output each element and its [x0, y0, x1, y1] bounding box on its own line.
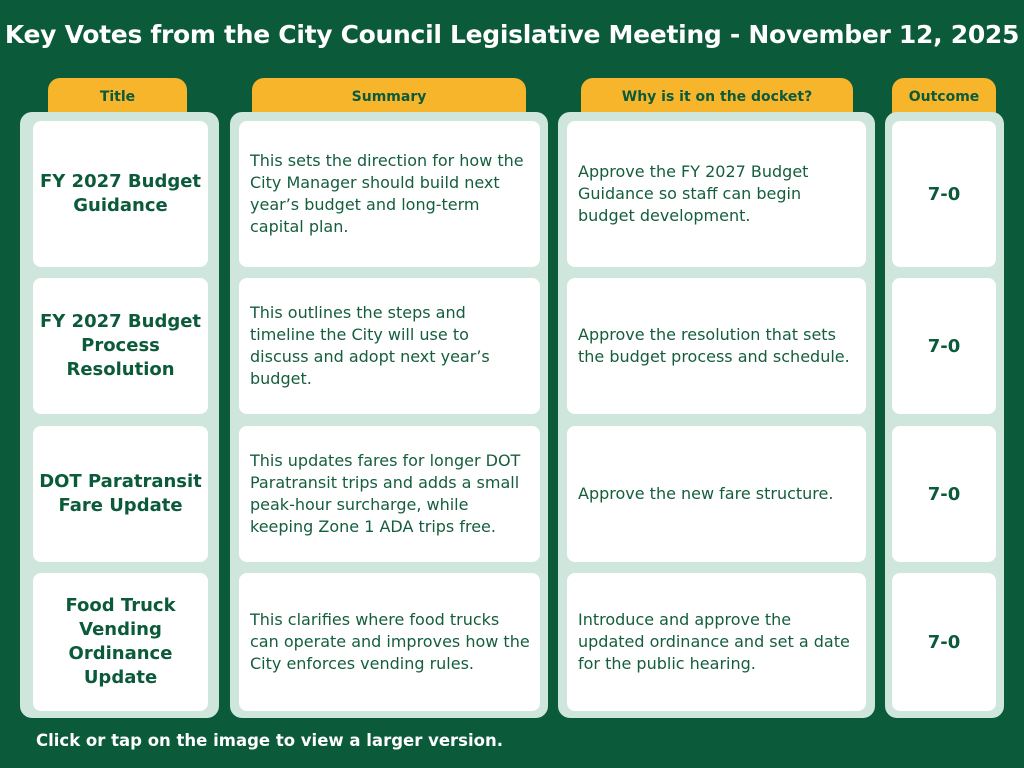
row-1-outcome: 7-0 [892, 121, 996, 267]
row-4-outcome: 7-0 [892, 573, 996, 711]
outcome-header: Outcome [892, 78, 996, 116]
footer-note[interactable]: Click or tap on the image to view a larger version. [36, 731, 503, 750]
row-4-title: Food Truck Vending Ordinance Update [33, 573, 208, 711]
row-4-summary: This clarifies where food trucks can operate and improves how the City enforces vending rules. [239, 573, 540, 711]
row-2-title: FY 2027 Budget Process Resolution [33, 278, 208, 414]
row-1-summary: This sets the direction for how the City Manager should build next year’s budget and long-term capital plan. [239, 121, 540, 267]
row-2-outcome: 7-0 [892, 278, 996, 414]
why-header: Why is it on the docket? [581, 78, 853, 116]
row-3-outcome: 7-0 [892, 426, 996, 562]
row-1-title: FY 2027 Budget Guidance [33, 121, 208, 267]
row-1-why: Approve the FY 2027 Budget Guidance so staff can begin budget development. [567, 121, 866, 267]
title-header: Title [48, 78, 187, 116]
row-3-summary: This updates fares for longer DOT Paratransit trips and adds a small peak-hour surcharge, while keeping Zone 1 ADA trips free. [239, 426, 540, 562]
page-title: Key Votes from the City Council Legislative Meeting - November 12, 2025 [4, 20, 1020, 49]
row-4-why: Introduce and approve the updated ordinance and set a date for the public hearing. [567, 573, 866, 711]
row-2-summary: This outlines the steps and timeline the City will use to discuss and adopt next year’s budget. [239, 278, 540, 414]
summary-header: Summary [252, 78, 526, 116]
row-3-title: DOT Paratransit Fare Update [33, 426, 208, 562]
row-3-why: Approve the new fare structure. [567, 426, 866, 562]
row-2-why: Approve the resolution that sets the budget process and schedule. [567, 278, 866, 414]
